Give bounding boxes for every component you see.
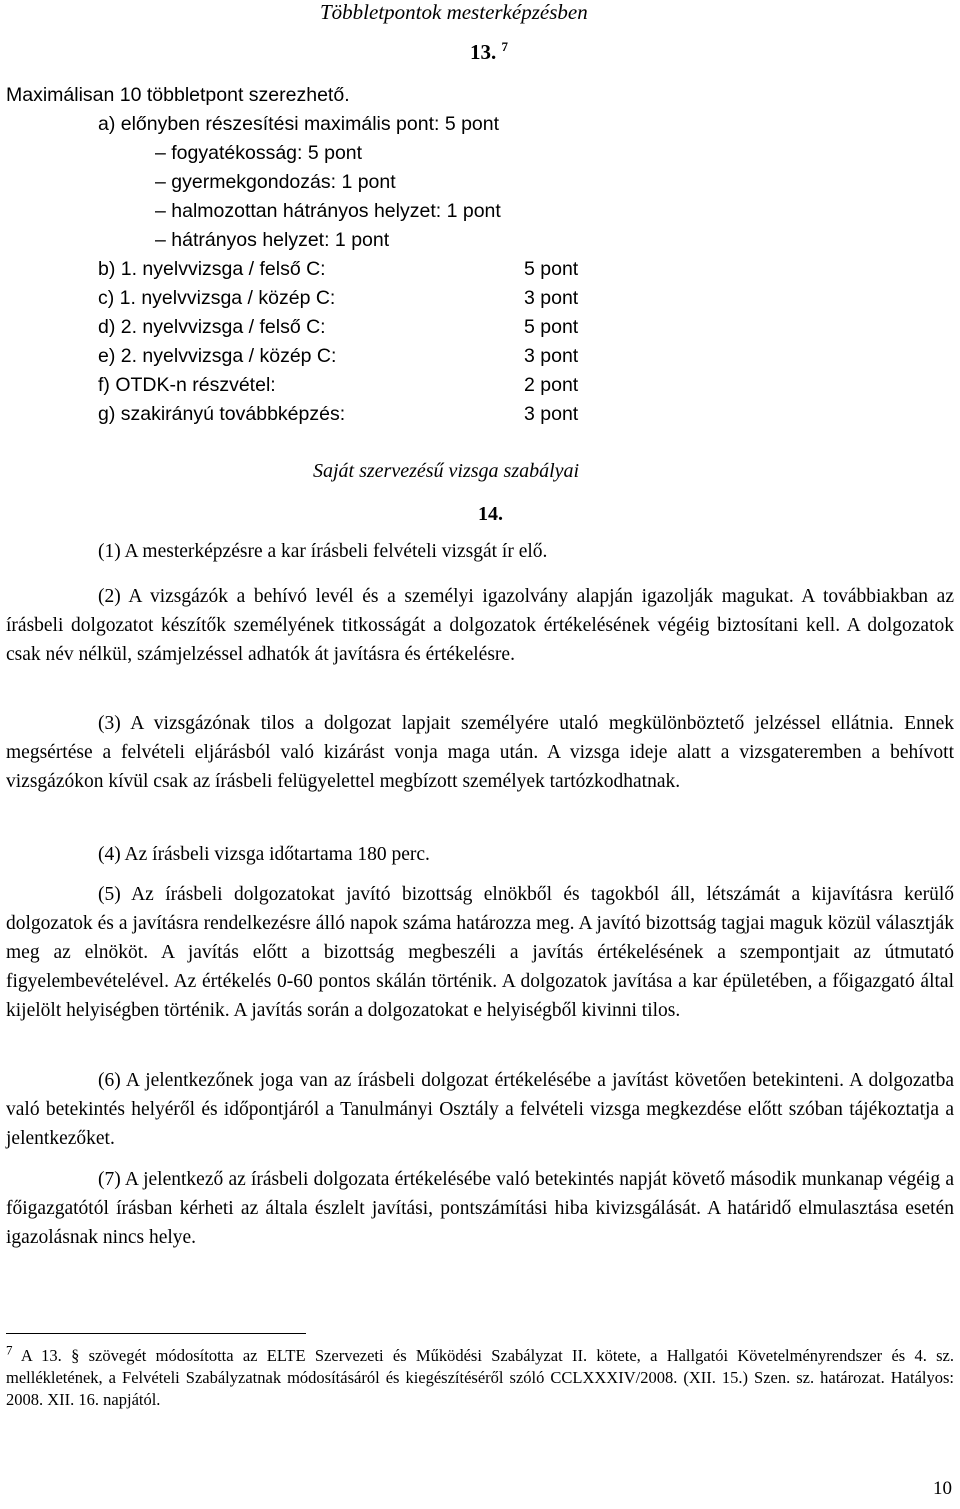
footnote-ref-7: 7	[501, 39, 508, 54]
list-item-a-sub1: – fogyatékosság: 5 pont	[155, 142, 363, 164]
paragraph-3: (3) A vizsgázónak tilos a dolgozat lapjait személyére utaló megkülönböztető jelzéssel ellátnia. Ennek megsértése a felvételi eljárásból való kizárást vonja maga után. A vizsga ideje alatt a vizsgateremben a behívott vizsgázókon kívül csak az írásbeli felügyelettel megbízott személyek tartózkodhatnak.	[6, 713, 954, 792]
section-14-number	[478, 503, 503, 526]
list-item-a-sub2: – gyermekgondozás: 1 pont	[155, 171, 396, 193]
list-item-f: f) OTDK-n részvétel:	[98, 374, 276, 396]
footnote	[6, 1342, 955, 1411]
list-item-f-points: 2 pont	[524, 374, 579, 396]
list-item-b: b) 1. nyelvvizsga / felső C:	[98, 258, 326, 280]
paragraph-4: (4) Az írásbeli vizsga időtartama 180 perc.	[98, 844, 430, 865]
paragraph-2: (2) A vizsgázók a behívó levél és a személyi igazolvány alapján igazolják magukat. A továbbiakban az írásbeli dolgozatot készítők személyének titkosságát a dolgozatok értékelésének végéig biztosítani kell. A dolgozatok csak név nélkül, számjelzéssel adhatók át javításra és értékelésre.	[6, 586, 954, 665]
section-14-title: Saját szervezésű vizsga szabályai	[313, 460, 580, 482]
footnote-separator	[6, 1333, 306, 1334]
list-item-c: c) 1. nyelvvizsga / közép C:	[98, 287, 336, 309]
paragraph-5: (5) Az írásbeli dolgozatokat javító bizottság elnökből és tagokból áll, létszámát a kijavításra kerülő dolgozatok és a javításra rendelkezésre álló napok száma határozza meg. A javító bizottság tagjai maguk közül választják meg az elnököt. A javítás előtt a bizottság megbeszéli a javítás értékelésének a szempontjait az útmutató figyelembevételével. Az értékelés 0-60 pontos skálán történik. A dolgozatok javítása a kar épületében, a főigazgató által kijelölt helyiségben történik. A javítás során a dolgozatokat e helyiségből kivinni tilos.	[6, 884, 954, 1021]
paragraph-6: (6) A jelentkezőnek joga van az írásbeli dolgozat értékelésébe a javítást követően betekinteni. A dolgozatba való betekintés helyéről és időpontjáról a Tanulmányi Osztály a felvételi vizsga megkezdése előtt szóban tájékoztatja a jelentkezőket.	[6, 1070, 954, 1149]
page-number: 10	[933, 1478, 952, 1499]
footnote-number: 7	[6, 1342, 13, 1358]
section-13-title: Többletpontok mesterképzésben	[320, 0, 588, 24]
list-item-a: a) előnyben részesítési maximális pont: 5 pont	[98, 113, 500, 135]
list-item-g-points: 3 pont	[524, 403, 579, 425]
list-item-a-sub3: – halmozottan hátrányos helyzet: 1 pont	[155, 200, 501, 222]
list-item-a-sub4: – hátrányos helyzet: 1 pont	[155, 229, 390, 251]
list-item-g: g) szakirányú továbbképzés:	[98, 403, 346, 425]
list-item-e-points: 3 pont	[524, 345, 579, 367]
paragraph-7: (7) A jelentkező az írásbeli dolgozata értékelésébe való betekintés napját követő második munkanap végéig a főigazgatótól írásban kérheti az általa észlelt javítási, pontszámítási hiba kivizsgálását. A határidő elmulasztása esetén igazolásnak nincs helye.	[6, 1169, 954, 1248]
list-item-c-points: 3 pont	[524, 287, 579, 309]
list-item-d-points: 5 pont	[524, 316, 579, 338]
section-13-number-text: 13.	[470, 40, 497, 64]
list-item-d: d) 2. nyelvvizsga / felső C:	[98, 316, 326, 338]
section-14-number-text: 14.	[478, 503, 503, 525]
paragraph-1: (1) A mesterképzésre a kar írásbeli felvételi vizsgát ír elő.	[98, 541, 548, 562]
list-item-e: e) 2. nyelvvizsga / közép C:	[98, 345, 337, 367]
footnote-text: A 13. § szövegét módosította az ELTE Szervezeti és Működési Szabályzat II. kötete, a Hallgatói Követelményrendszer és 4. sz. mellékletének, a Felvételi Szabályzatnak módosításáról és kiegészítéséről szóló CCLXXXIV/2008. (XII. 15.) Szen. sz. határozat. Hatályos: 2008. XII. 16. napjától.	[6, 1346, 955, 1409]
intro-text: Maximálisan 10 többletpont szerezhető.	[6, 84, 350, 106]
section-13-number	[470, 40, 508, 65]
list-item-b-points: 5 pont	[524, 258, 579, 280]
